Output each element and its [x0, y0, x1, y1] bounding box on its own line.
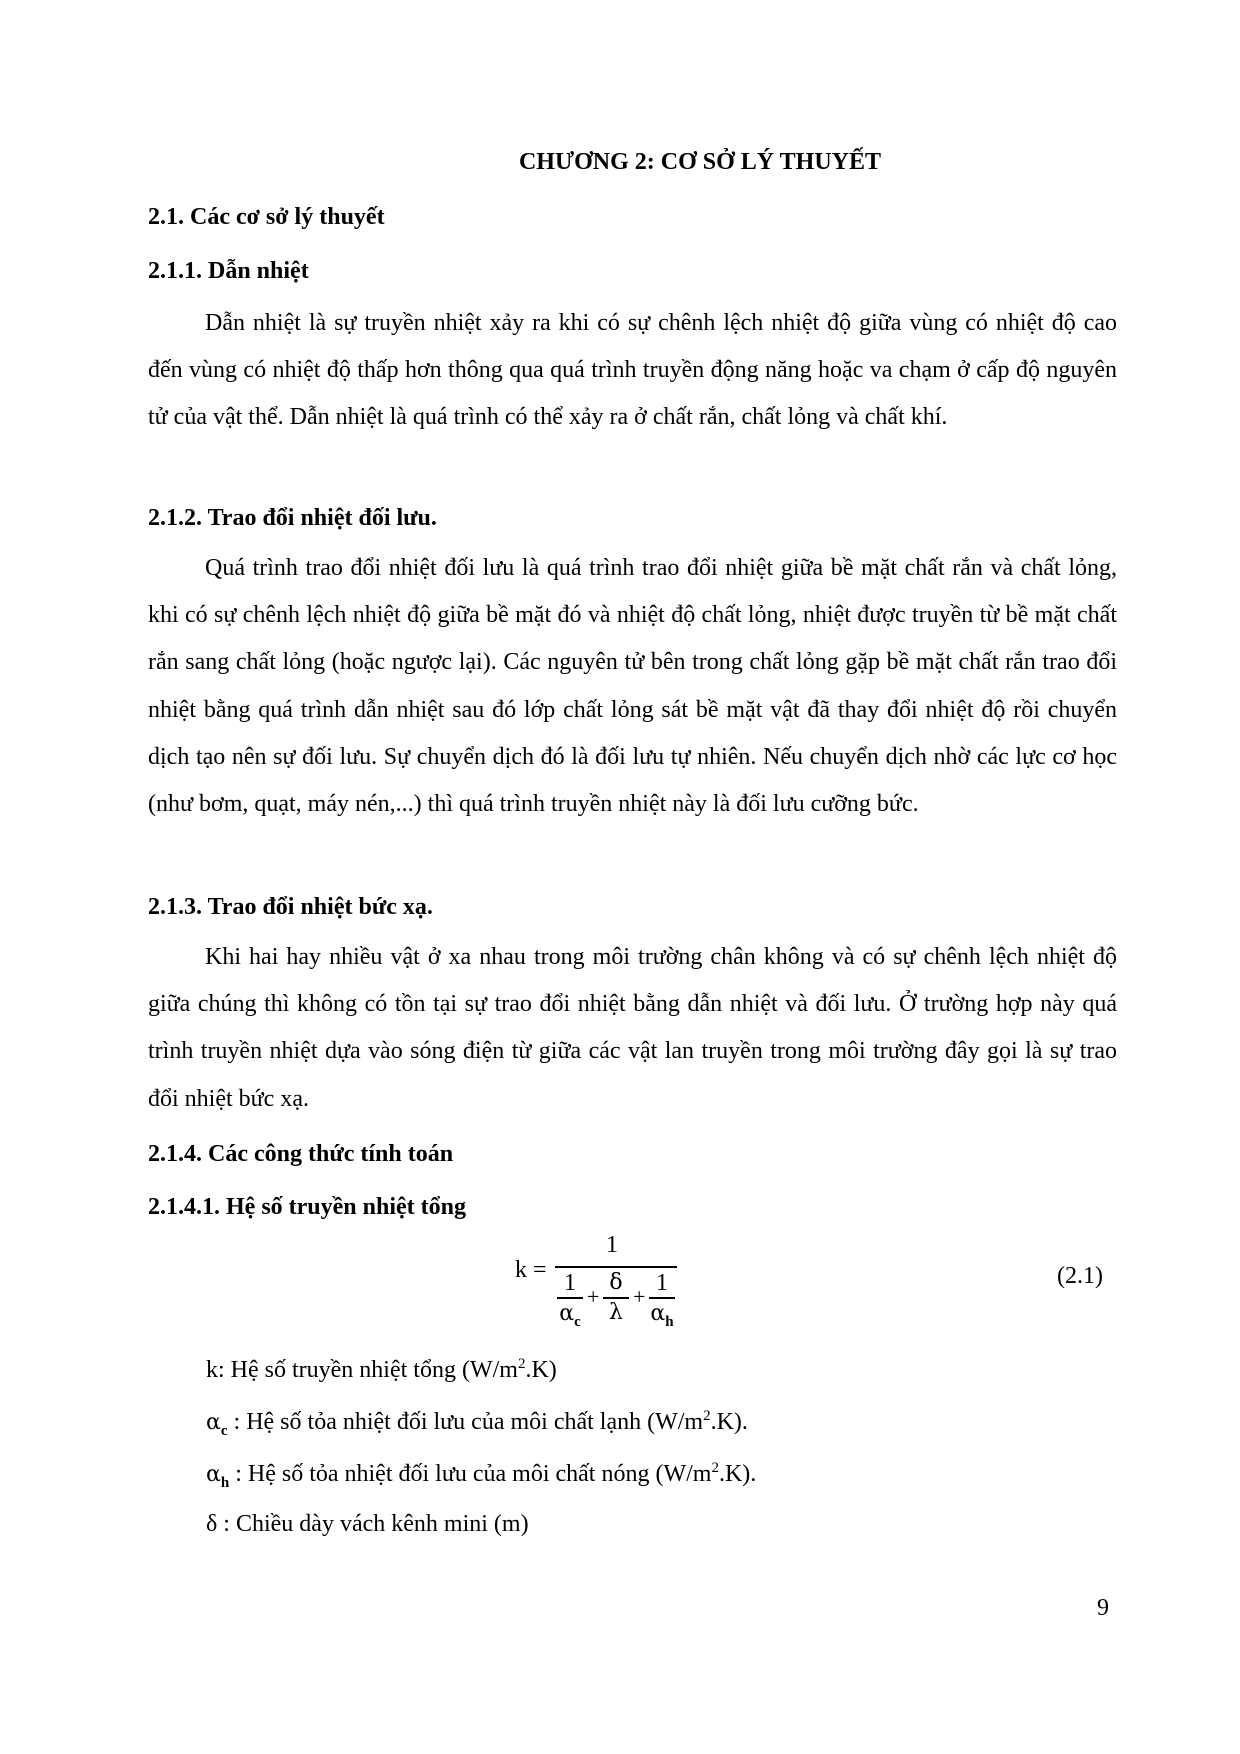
plus-sign: + [587, 1284, 600, 1309]
section-heading-2-1-4-1: 2.1.4.1. Hệ số truyền nhiệt tổng [148, 1194, 466, 1220]
section-heading-2-1-4: 2.1.4. Các công thức tính toán [148, 1141, 454, 1167]
section-heading-2-1-1: 2.1.1. Dẫn nhiệt [148, 258, 309, 284]
section-heading-2-1: 2.1. Các cơ sở lý thuyết [148, 204, 385, 230]
paragraph-dan-nhiet: Dẫn nhiệt là sự truyền nhiệt xảy ra khi có sự chênh lệch nhiệt độ giữa vùng có nhiệt độ cao đến vùng có nhiệt độ thấp hơn thông qua quá trình truyền động năng hoặc va chạm ở cấp độ nguyên tử của vật thể. Dẫn nhiệt là quá trình có thể xảy ra ở chất rắn, chất lỏng và chất khí. [148, 310, 1117, 431]
section-heading-2-1-3: 2.1.3. Trao đổi nhiệt bức xạ. [148, 894, 433, 920]
formula-denominator [555, 1270, 679, 1330]
chapter-title: CHƯƠNG 2: CƠ SỞ LÝ THUYẾT [518, 149, 882, 175]
paragraph-buc-xa: Khi hai hay nhiều vật ở xa nhau trong môi trường chân không và có sự chênh lệch nhiệt độ giữa chúng thì không có tồn tại sự trao đổi nhiệt bằng dẫn nhiệt và đối lưu. Ở trường hợp này quá trình truyền nhiệt dựa vào sóng điện từ giữa các vật lan truyền trong môi trường đây gọi là sự trao đổi nhiệt bức xạ. [148, 944, 1117, 1112]
formula-numerator: 1 [606, 1232, 618, 1258]
definition-delta: δ : Chiều dày vách kênh mini (m) [206, 1511, 529, 1537]
section-heading-2-1-2: 2.1.2. Trao đổi nhiệt đối lưu. [148, 505, 437, 531]
plus-sign: + [633, 1284, 646, 1309]
formula-lhs: k = [515, 1257, 547, 1283]
page-number: 9 [1097, 1595, 1109, 1621]
fraction-one-over-alpha-h: 1 $\alpha_h$ [650, 1270, 674, 1330]
formula-main-fraction-bar [555, 1266, 677, 1268]
definition-alpha-h: $\alpha_h$ : Hệ số tỏa nhiệt đối lưu của môi chất nóng $(W/m^2.K)$. [206, 1460, 757, 1491]
fraction-one-over-alpha-c: 1 $\alpha_c$ [555, 1270, 585, 1326]
paragraph-doi-luu: Quá trình trao đổi nhiệt đối lưu là quá trình trao đổi nhiệt giữa bề mặt chất rắn và chất lỏng, khi có sự chênh lệch nhiệt độ giữa bề mặt đó và nhiệt độ chất lỏng, nhiệt được truyền từ bề mặt chất rắn sang chất lỏng (hoặc ngược lại). Các nguyên tử bên trong chất lỏng gặp bề mặt chất rắn trao đổi nhiệt bằng quá trình dẫn nhiệt sau đó lớp chất lỏng sát bề mặt vật đã thay đổi nhiệt độ rồi chuyển dịch tạo nên sự đối lưu. Sự chuyển dịch đó là đối lưu tự nhiên. Nếu chuyển dịch nhờ các lực cơ học (như bơm, quạt, máy nén,...) thì quá trình truyền nhiệt này là đối lưu cưỡng bức. [148, 555, 1117, 818]
equation-number: (2.1) [1057, 1263, 1103, 1289]
definition-k: k: Hệ số truyền nhiệt tổng $(W/m^2.K)$ [206, 1356, 557, 1383]
definition-alpha-c: $\alpha_c$ : Hệ số tỏa nhiệt đối lưu của môi chất lạnh $(W/m^2.K)$. [206, 1408, 748, 1439]
formula-heat-transfer-coefficient [515, 1232, 675, 1336]
fraction-delta-over-lambda: δ λ [601, 1270, 631, 1326]
